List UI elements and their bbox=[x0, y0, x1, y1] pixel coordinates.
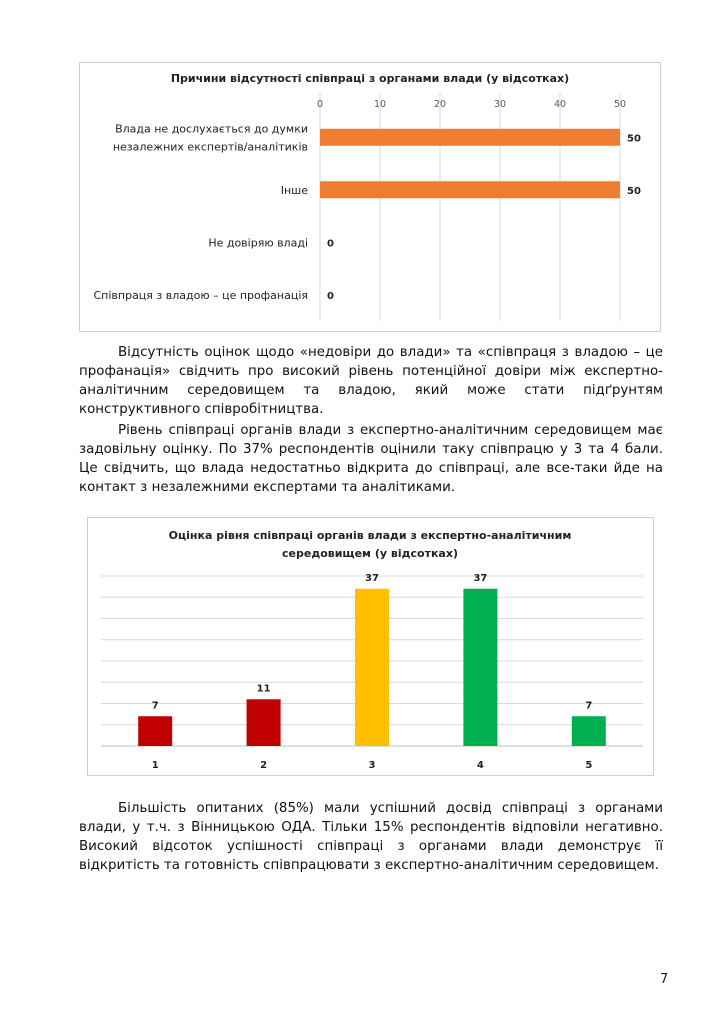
chart-no-cooperation-reasons bbox=[79, 62, 661, 332]
chart1-bar bbox=[320, 181, 620, 198]
page-number: 7 bbox=[660, 972, 669, 987]
chart1-value-label: 50 bbox=[627, 133, 641, 145]
chart2-bar bbox=[138, 716, 172, 746]
chart1-category-label: незалежних експертів/аналітиків bbox=[112, 140, 308, 154]
chart1-value-label: 50 bbox=[627, 185, 641, 197]
chart1-category-label: Не довіряю владі bbox=[208, 236, 308, 250]
chart2-bar bbox=[247, 699, 281, 746]
chart-cooperation-rating-svg bbox=[88, 518, 653, 775]
chart1-x-tick-label: 0 bbox=[316, 99, 324, 110]
chart2-title: Оцінка рівня співпраці органів влади з експертно-аналітичним bbox=[168, 529, 572, 542]
chart2-bar bbox=[572, 716, 606, 746]
chart1-x-tick-label: 20 bbox=[433, 99, 447, 110]
chart2-category-label: 1 bbox=[151, 760, 159, 771]
chart1-value-label: 0 bbox=[327, 238, 334, 250]
chart1-category-label: Співпраця з владою – це профанація bbox=[93, 288, 308, 302]
chart2-value-label: 37 bbox=[473, 572, 488, 584]
chart2-category-label: 4 bbox=[476, 760, 484, 771]
chart2-value-label: 7 bbox=[151, 700, 159, 712]
chart2-category-label: 3 bbox=[368, 760, 376, 771]
chart1-x-tick-label: 10 bbox=[373, 99, 387, 110]
chart1-bar bbox=[320, 129, 620, 146]
chart2-title: середовищем (у відсотках) bbox=[282, 547, 458, 560]
chart1-category-label: Влада не дослухається до думки bbox=[115, 122, 308, 136]
paragraph-successful-experience: Більшість опитаних (85%) мали успішний досвід співпраці з органами влади, у т.ч. з Вінницькою ОДА. Тільки 15% респондентів відповіли негативно. Високий відсоток успішності співпраці з органами влади демонструє її відкритість та готовність співпрацювати з експертно-аналітичним середовищем. bbox=[79, 801, 663, 873]
chart2-value-label: 11 bbox=[256, 683, 271, 695]
paragraph-trust: Відсутність оцінок щодо «недовіри до влади» та «співпраця з владою – це профанація» свідчить про високий рівень потенційної довіри між експертно-аналітичним середовищем та владою, який може стати підґрунтям конструктивного співробітництва. bbox=[79, 345, 663, 417]
chart1-x-tick-label: 40 bbox=[553, 99, 567, 110]
chart1-title: Причини відсутності співпраці з органами влади (у відсотках) bbox=[170, 72, 570, 85]
chart-cooperation-rating bbox=[87, 517, 654, 776]
chart-no-cooperation-reasons-svg bbox=[80, 63, 660, 331]
chart1-x-tick-label: 30 bbox=[493, 99, 507, 110]
chart2-category-label: 2 bbox=[260, 760, 268, 771]
chart2-bar bbox=[463, 589, 497, 746]
chart1-category-label: Інше bbox=[280, 183, 308, 197]
chart2-value-label: 37 bbox=[365, 572, 379, 584]
chart2-category-label: 5 bbox=[585, 760, 593, 771]
chart1-value-label: 0 bbox=[327, 290, 334, 302]
paragraph-cooperation-level: Рівень співпраці органів влади з експертно-аналітичним середовищем має задовільну оцінку. По 37% респондентів оцінили таку співпрацю у 3 та 4 бали. Це свідчить, що влада недостатньо відкрита до співпраці, але все-таки йде на контакт з незалежними експертами та аналітиками. bbox=[79, 423, 663, 495]
chart2-bar bbox=[355, 589, 389, 746]
chart2-value-label: 7 bbox=[585, 700, 593, 712]
chart1-x-tick-label: 50 bbox=[613, 99, 627, 110]
